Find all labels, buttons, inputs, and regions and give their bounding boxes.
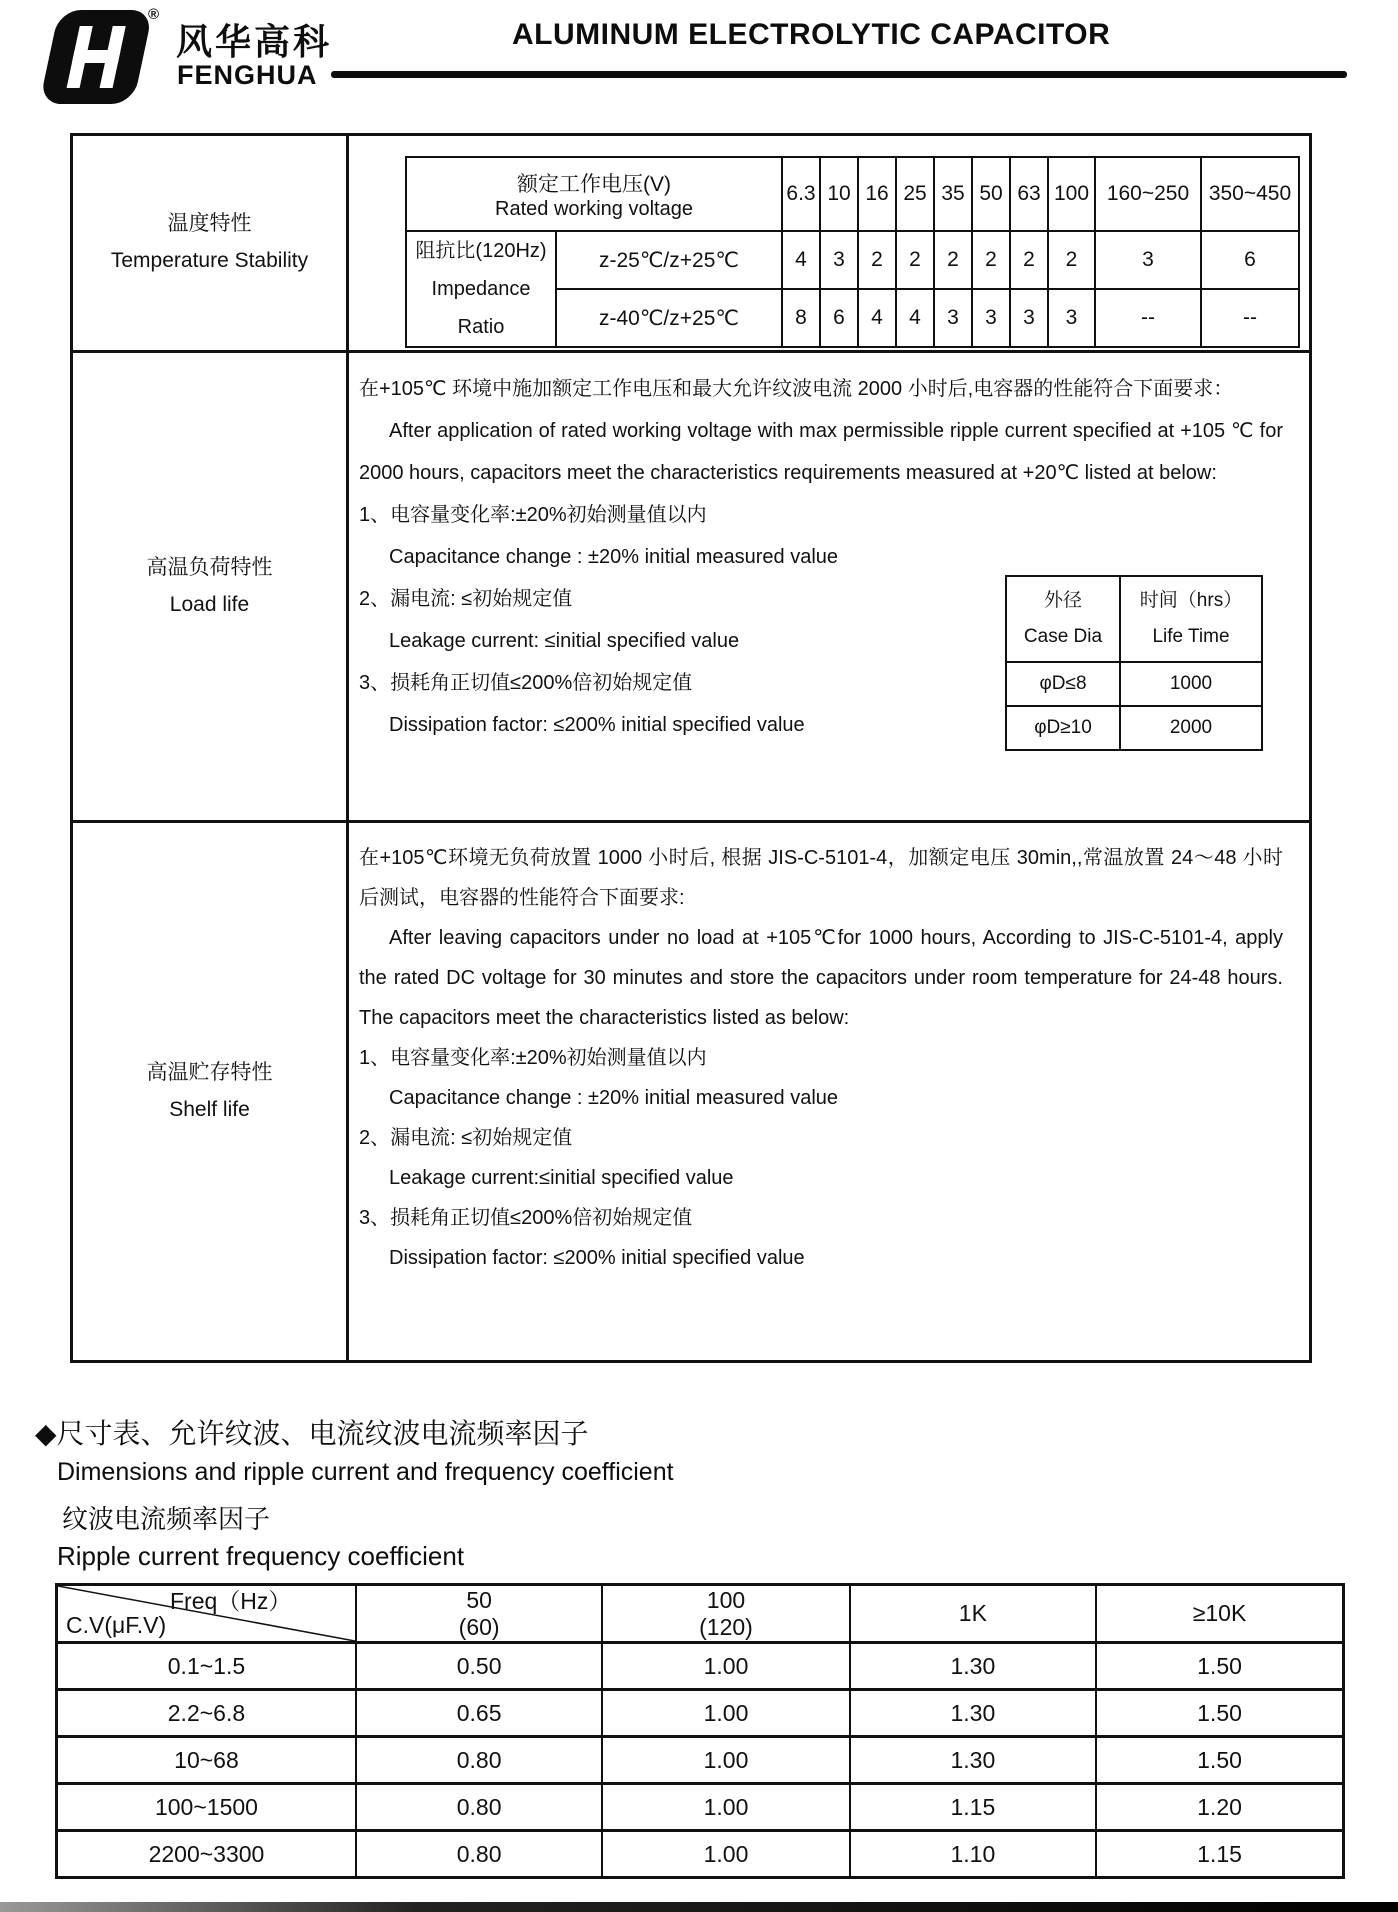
value-cell: 4 xyxy=(896,289,934,347)
value-cell: 3 xyxy=(820,231,858,289)
load-item2-en: Leakage current: ≤initial specified value xyxy=(389,630,740,652)
coefficient-cell: 1.50 xyxy=(1096,1643,1343,1690)
load-item2-cn: 2、漏电流: ≤初始规定值 xyxy=(359,588,573,610)
label-en: Temperature Stability xyxy=(110,249,309,272)
case-dia-header xyxy=(1006,576,1120,662)
coefficient-cell: 1.15 xyxy=(1096,1831,1343,1878)
rated-voltage-en: Rated working voltage xyxy=(495,197,693,220)
diagonal-corner-cell xyxy=(57,1585,356,1643)
voltage-cell: 6.3 xyxy=(782,157,820,231)
coefficient-cell: 0.80 xyxy=(356,1831,602,1878)
label-cn: 高温负荷特性 xyxy=(146,555,273,579)
label-cn: 温度特性 xyxy=(167,212,252,236)
freq-column-header: 1K xyxy=(850,1585,1096,1643)
value-cell: 3 xyxy=(934,289,972,347)
value-cell: 2 xyxy=(1048,231,1095,289)
voltage-cell: 160~250 xyxy=(1095,157,1201,231)
life-time-row xyxy=(1006,706,1262,750)
shelf-item3-cn: 3、损耗角正切值≤200%倍初始规定值 xyxy=(359,1207,693,1229)
voltage-cell: 100 xyxy=(1048,157,1095,231)
value-cell: 2 xyxy=(1010,231,1048,289)
case-dia-en: Case Dia xyxy=(1023,626,1103,647)
impedance-ratio-table xyxy=(405,156,1300,348)
coefficient-cell: 0.80 xyxy=(356,1784,602,1831)
coefficient-cell: 1.00 xyxy=(602,1784,849,1831)
load-life-content xyxy=(349,353,1309,820)
cv-range-cell: 2.2~6.8 xyxy=(57,1690,356,1737)
table-row xyxy=(57,1831,1344,1878)
coefficient-cell: 1.50 xyxy=(1096,1737,1343,1784)
frequency-coefficient-table xyxy=(55,1583,1345,1879)
value-cell: 4 xyxy=(782,231,820,289)
header-rule xyxy=(331,71,1347,78)
value-cell: 8 xyxy=(782,289,820,347)
shelf-item3-en: Dissipation factor: ≤200% initial specified value xyxy=(389,1247,805,1269)
value-cell: 3 xyxy=(1095,231,1201,289)
coefficient-cell: 1.30 xyxy=(850,1737,1096,1784)
shelf-item1-en: Capacitance change : ±20% initial measured value xyxy=(389,1087,839,1109)
life-time-value: 2000 xyxy=(1120,706,1262,750)
life-time-value: 1000 xyxy=(1120,662,1262,706)
value-cell: -- xyxy=(1095,289,1201,347)
value-cell: 2 xyxy=(896,231,934,289)
value-cell: 2 xyxy=(934,231,972,289)
life-time-header xyxy=(1120,576,1262,662)
value-cell: -- xyxy=(1201,289,1299,347)
temperature-stability-label xyxy=(73,136,349,350)
load-item1-cn: 1、电容量变化率:±20%初始测量值以内 xyxy=(359,504,707,526)
load-life-paragraph-en: After application of rated working voltage with max permissible ripple current specified at +105 ℃ for 2000 hours, capacitors meet the characteristics requirements measured at +20℃ listed at below: xyxy=(359,420,1283,484)
label-en: Load life xyxy=(169,592,250,616)
shelf-item1-cn: 1、电容量变化率:±20%初始测量值以内 xyxy=(359,1047,707,1069)
value-cell: 3 xyxy=(1010,289,1048,347)
frequency-header-row xyxy=(57,1585,1344,1643)
cv-axis-label: C.V(μF.V) xyxy=(66,1611,167,1638)
coefficient-cell: 1.50 xyxy=(1096,1690,1343,1737)
coefficient-cell: 1.00 xyxy=(602,1831,849,1878)
voltage-cell: 63 xyxy=(1010,157,1048,231)
shelf-life-paragraph-en: After leaving capacitors under no load at +105℃for 1000 hours, According to JIS-C-5101-4, apply the rated DC voltage for 30 minutes and store the capacitors under room temperature for 24-48 hours. The capacitors meet the characteristics listed as below: xyxy=(359,927,1283,1029)
shelf-life-row xyxy=(73,820,1309,1360)
rated-voltage-header xyxy=(406,157,782,231)
condition-cell: z-40℃/z+25℃ xyxy=(556,289,782,347)
life-time-row xyxy=(1006,662,1262,706)
freq-col-line1: 50 xyxy=(466,1587,492,1614)
coefficient-cell: 1.15 xyxy=(850,1784,1096,1831)
value-cell: 2 xyxy=(858,231,896,289)
freq-col-line2: (120) xyxy=(699,1613,753,1640)
fenghua-logo-icon xyxy=(26,6,166,108)
shelf-life-label xyxy=(73,823,349,1360)
shelf-life-text xyxy=(349,823,1309,1278)
section-heading-cn: ◆尺寸表、允许纹波、电流纹波电流频率因子 xyxy=(35,1418,589,1449)
load-life-row xyxy=(73,350,1309,820)
table-row xyxy=(57,1784,1344,1831)
life-time-header-row xyxy=(1006,576,1262,662)
table-row xyxy=(57,1690,1344,1737)
section-subheading-cn: 纹波电流频率因子 xyxy=(62,1504,271,1534)
coefficient-cell: 1.10 xyxy=(850,1831,1096,1878)
coefficient-cell: 0.80 xyxy=(356,1737,602,1784)
voltage-cell: 35 xyxy=(934,157,972,231)
value-cell: 4 xyxy=(858,289,896,347)
life-time-en: Life Time xyxy=(1152,626,1230,647)
coefficient-cell: 1.00 xyxy=(602,1737,849,1784)
load-item1-en: Capacitance change : ±20% initial measured value xyxy=(389,546,839,568)
cv-range-cell: 0.1~1.5 xyxy=(57,1643,356,1690)
page-title: ALUMINUM ELECTROLYTIC CAPACITOR xyxy=(512,18,1111,51)
case-dia-cn: 外径 xyxy=(1043,589,1082,611)
shelf-life-paragraph-cn: 在+105℃环境无负荷放置 1000 小时后, 根据 JIS-C-5101-4，加额定电压 30min,,常温放置 24～48 小时后测试，电容器的性能符合下面要求: xyxy=(359,847,1283,909)
freq-col-line1: 100 xyxy=(706,1587,746,1614)
load-life-paragraph-cn: 在+105℃ 环境中施加额定工作电压和最大允许纹波电流 2000 小时后,电容器的性能符合下面要求： xyxy=(359,378,1234,400)
impedance-ratio-label xyxy=(406,231,556,347)
temperature-stability-row xyxy=(73,136,1309,350)
voltage-cell: 16 xyxy=(858,157,896,231)
cv-range-cell: 100~1500 xyxy=(57,1784,356,1831)
table-row xyxy=(57,1643,1344,1690)
coefficient-cell: 1.30 xyxy=(850,1690,1096,1737)
cv-range-cell: 2200~3300 xyxy=(57,1831,356,1878)
load-item3-en: Dissipation factor: ≤200% initial specified value xyxy=(389,714,805,736)
condition-cell: z-25℃/z+25℃ xyxy=(556,231,782,289)
life-time-cn: 时间（hrs） xyxy=(1139,589,1243,611)
shelf-item2-cn: 2、漏电流: ≤初始规定值 xyxy=(359,1127,573,1149)
value-cell: 3 xyxy=(972,289,1010,347)
footer-bar xyxy=(0,1902,1398,1912)
case-dia-value: φD≤8 xyxy=(1006,662,1120,706)
freq-column-header xyxy=(602,1585,849,1643)
label-cn: 高温贮存特性 xyxy=(146,1060,273,1084)
voltage-cell: 10 xyxy=(820,157,858,231)
shelf-item2-en: Leakage current:≤initial specified value xyxy=(389,1167,734,1189)
value-cell: 2 xyxy=(972,231,1010,289)
section-subheading-en: Ripple current frequency coefficient xyxy=(57,1541,465,1571)
voltage-header-row xyxy=(406,157,1299,231)
rated-voltage-cn: 额定工作电压(V) xyxy=(517,172,671,196)
value-cell: 6 xyxy=(1201,231,1299,289)
brand-name-chinese: 风华高科 xyxy=(176,21,333,62)
impedance-label-cn: 阻抗比(120Hz) xyxy=(415,240,547,262)
coefficient-cell: 1.00 xyxy=(602,1690,849,1737)
load-item3-cn: 3、损耗角正切值≤200%倍初始规定值 xyxy=(359,672,693,694)
coefficient-cell: 0.50 xyxy=(356,1643,602,1690)
shelf-life-content xyxy=(349,823,1309,1360)
impedance-row-z25 xyxy=(406,231,1299,289)
freq-axis-label: Freq（Hz） xyxy=(170,1588,292,1614)
voltage-cell: 50 xyxy=(972,157,1010,231)
registered-trademark-icon: ® xyxy=(148,6,160,23)
value-cell: 6 xyxy=(820,289,858,347)
coefficient-cell: 1.30 xyxy=(850,1643,1096,1690)
coefficient-cell: 0.65 xyxy=(356,1690,602,1737)
impedance-label-en: Impedance Ratio xyxy=(431,278,531,338)
freq-column-header: ≥10K xyxy=(1096,1585,1343,1643)
value-cell: 3 xyxy=(1048,289,1095,347)
voltage-cell: 25 xyxy=(896,157,934,231)
voltage-cell: 350~450 xyxy=(1201,157,1299,231)
label-en: Shelf life xyxy=(169,1097,250,1121)
freq-column-header xyxy=(356,1585,602,1643)
freq-col-line2: (60) xyxy=(458,1613,500,1640)
coefficient-cell: 1.20 xyxy=(1096,1784,1343,1831)
case-dia-value: φD≥10 xyxy=(1006,706,1120,750)
load-life-label xyxy=(73,353,349,820)
table-row xyxy=(57,1737,1344,1784)
section-heading-en: Dimensions and ripple current and frequency coefficient xyxy=(57,1458,674,1486)
brand-name-english: FENGHUA xyxy=(177,60,318,90)
cv-range-cell: 10~68 xyxy=(57,1737,356,1784)
temperature-stability-content xyxy=(349,136,1309,350)
coefficient-cell: 1.00 xyxy=(602,1643,849,1690)
characteristics-table xyxy=(70,133,1312,1363)
life-time-table xyxy=(1005,575,1263,751)
